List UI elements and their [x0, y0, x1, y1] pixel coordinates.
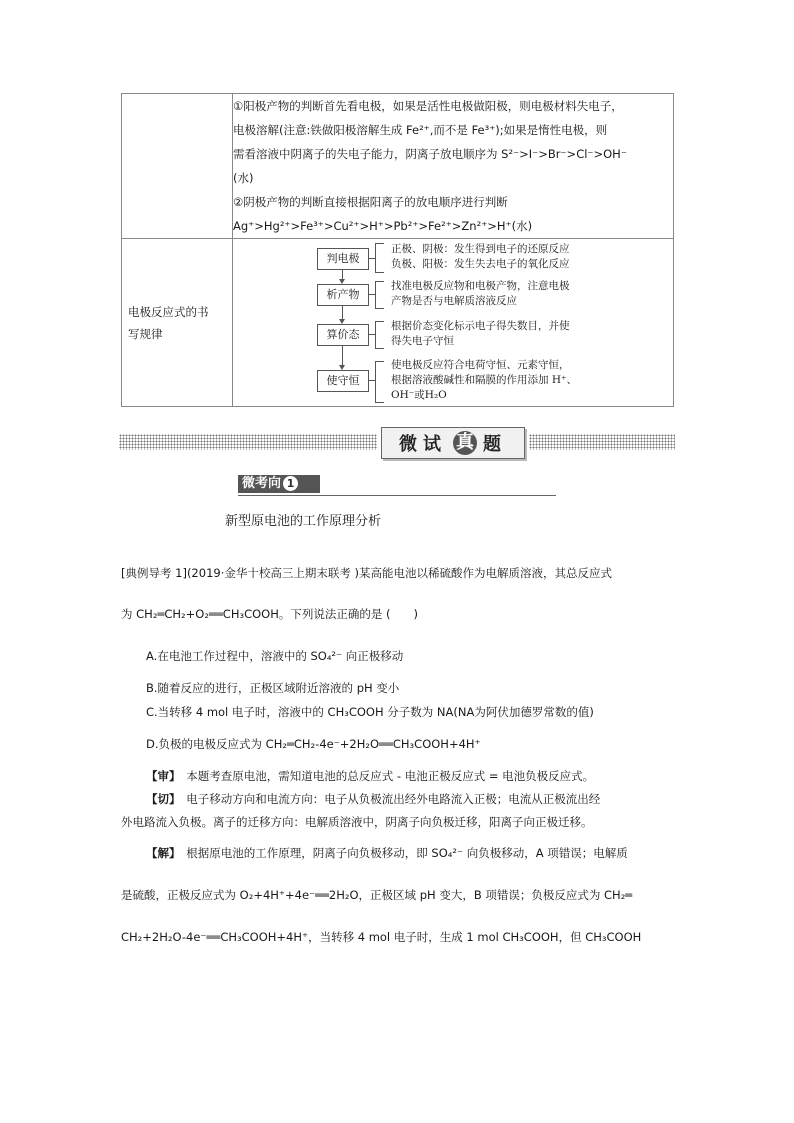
step2-desc-line1: 找准电极反应物和电极产物，注意电极 — [391, 280, 570, 292]
step2-desc-line2: 产物是否与电解质溶液反应 — [391, 295, 517, 307]
section-title: 新型原电池的工作原理分析 — [225, 514, 382, 529]
step-bracket — [375, 321, 384, 349]
option-c: C.当转移 4 mol 电子时，溶液中的 CH₃COOH 分子数为 NA(NA为阿伏加德罗常数的值) — [146, 705, 594, 719]
step-desc — [391, 358, 621, 403]
banner-text-left: 微试 — [399, 434, 447, 455]
step-desc — [391, 319, 621, 349]
jie-text3: CH₂+2H₂O-4e⁻══CH₃COOH+4H⁺，当转移 4 mol 电子时，生成 1 mol CH₃COOH，但 CH₃COOH — [121, 930, 642, 944]
row1-line5: ②阴极产物的判断直接根据阳离子的放电顺序进行判断 — [233, 195, 508, 209]
row1-label-cell — [122, 94, 233, 239]
table-row-electrode-equation — [122, 239, 674, 407]
step-desc — [391, 242, 621, 272]
qie-tag: 【切】 — [146, 792, 175, 806]
step-bracket — [375, 361, 384, 403]
row2-label-line2: 写规律 — [128, 326, 163, 341]
row1-line1: ①阳极产物的判断首先看电极，如果是活性电极做阳极，则电极材料失电子， — [233, 99, 623, 113]
banner-dots-right — [529, 434, 675, 450]
step4-desc-line2: 根据溶液酸碱性和隔膜的作用添加 H⁺、 — [391, 374, 578, 386]
qie-text1: 电子移动方向和电流方向：电子从负极流出经外电路流入正极；电流从正极流出经 — [186, 792, 601, 806]
step-box-valence: 算价态 — [317, 324, 369, 346]
flowchart — [233, 239, 673, 406]
option-b: B.随着反应的进行，正极区域附近溶液的 pH 变小 — [146, 681, 400, 695]
step3-desc-line1: 根据价态变化标示电子得失数目，并使 — [391, 320, 570, 332]
row2-flowchart-cell — [233, 239, 674, 407]
step-box-conservation: 使守恒 — [317, 370, 369, 392]
analysis-qie — [146, 791, 600, 807]
rules-table — [121, 93, 674, 407]
jie-tag: 【解】 — [146, 846, 175, 860]
example-line1: [典例导考 1](2019·金华十校高三上期末联考 )某高能电池以稀硫酸作为电解质溶液，其总反应式 — [121, 566, 612, 580]
analysis-jie — [146, 845, 628, 861]
step3-desc-line2: 得失电子守恒 — [391, 335, 454, 347]
jie-text1: 根据原电池的工作原理，阴离子向负极移动，即 SO₄²⁻ 向负极移动，A 项错误；电解质 — [186, 846, 628, 860]
topic-tag-number: 1 — [283, 476, 298, 491]
row1-line3: 需看溶液中阴离子的失电子能力，阴离子放电顺序为 S²⁻>I⁻>Br⁻>Cl⁻>OH⁻ — [233, 147, 627, 161]
qie-text2: 外电路流入负极。离子的迁移方向：电解质溶液中，阴离子向负极迁移，阳离子向正极迁移。 — [121, 815, 593, 829]
banner-dots-left — [119, 434, 377, 450]
row1-line6: Ag⁺>Hg²⁺>Fe³⁺>Cu²⁺>H⁺>Pb²⁺>Fe²⁺>Zn²⁺>H⁺(水) — [233, 219, 533, 233]
topic-tag-underline — [238, 495, 556, 496]
step4-desc-line1: 使电极反应符合电荷守恒、元素守恒， — [391, 359, 570, 371]
jie-text2: 是硫酸，正极反应式为 O₂+4H⁺+4e⁻══2H₂O，正极区域 pH 变大，B 项错误；负极反应式为 CH₂═ — [121, 888, 633, 902]
step-connector — [368, 334, 375, 335]
step-box-products: 析产物 — [317, 284, 369, 306]
step-connector — [368, 258, 375, 259]
example-line2: 为 CH₂═CH₂+O₂══CH₃COOH。下列说法正确的是 ( ) — [121, 607, 418, 621]
option-d: D.负极的电极反应式为 CH₂═CH₂-4e⁻+2H₂O══CH₃COOH+4H⁺ — [146, 737, 481, 751]
step1-desc-line1: 正极、阴极：发生得到电子的还原反应 — [391, 243, 570, 255]
analysis-shen — [146, 768, 594, 784]
step4-desc-line3: OH⁻或H₂O — [391, 389, 447, 401]
option-a: A.在电池工作过程中，溶液中的 SO₄²⁻ 向正极移动 — [146, 649, 404, 663]
step1-desc-line2: 负极、阳极：发生失去电子的氧化反应 — [391, 258, 570, 270]
row2-label-line1: 电极反应式的书 — [128, 304, 209, 319]
section-banner — [381, 427, 525, 459]
step-connector — [368, 294, 375, 295]
row1-line2: 电极溶解(注意:铁做阳极溶解生成 Fe²⁺,而不是 Fe³⁺);如果是惰性电极，则 — [233, 123, 608, 137]
step-box-judge-electrode: 判电极 — [317, 248, 369, 270]
step-connector — [368, 380, 375, 381]
shen-tag: 【审】 — [146, 769, 175, 783]
step-desc — [391, 279, 621, 309]
banner-text-right: 题 — [483, 434, 507, 455]
row2-label-cell — [122, 239, 233, 407]
row1-line4: (水) — [233, 171, 254, 185]
topic-tag — [238, 475, 320, 493]
step-bracket — [375, 243, 384, 273]
topic-tag-label: 微考向 — [242, 476, 282, 491]
table-row-anode — [122, 94, 674, 239]
step-bracket — [375, 281, 384, 309]
banner-text-mid: 真 — [453, 431, 477, 455]
shen-text: 本题考查原电池，需知道电池的总反应式 - 电池正极反应式 = 电池负极反应式。 — [186, 769, 595, 783]
row1-content-cell — [233, 94, 674, 239]
